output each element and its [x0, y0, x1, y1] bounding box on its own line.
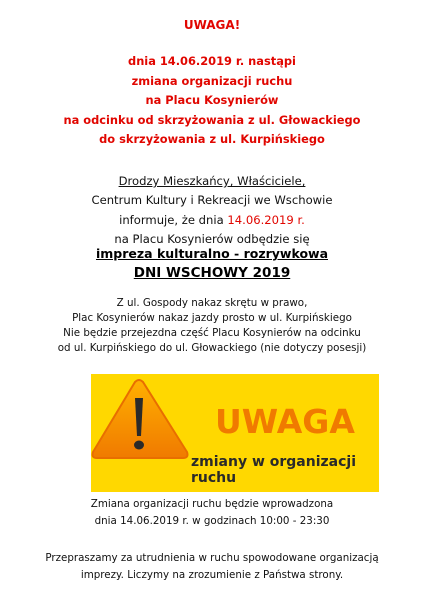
notice-title: UWAGA! — [183, 18, 241, 32]
notice-headline — [0, 52, 424, 150]
headline-line: zmiana organizacji ruchu — [131, 73, 293, 88]
intro-announcement — [0, 211, 424, 230]
intro-date: 14.06.2019 r. — [227, 212, 305, 227]
headline-line: do skrzyżowania z ul. Kurpińskiego — [99, 132, 325, 146]
change-line: Plac Kosynierów nakaz jazdy prosto w ul. Kurpińskiego — [72, 312, 352, 324]
headline-line: na odcinku od skrzyżowania z ul. Głowackiego — [63, 112, 361, 127]
headline-line: dnia 14.06.2019 r. nastąpi — [128, 54, 296, 68]
intro-organizer: Centrum Kultury i Rekreacji we Wschowie — [91, 193, 333, 208]
schedule-line: dnia 14.06.2019 r. w godzinach 10:00 - 23:30 — [94, 515, 330, 527]
banner-headline: UWAGA — [215, 402, 355, 441]
intro-announcement-text: informuje, że dnia — [119, 212, 228, 227]
event-title: DNI WSCHOWY 2019 — [133, 265, 291, 281]
apology-line: Przepraszamy za utrudnienia w ruchu spowodowane organizacją — [45, 552, 379, 564]
apology-line: imprezy. Liczymy na zrozumienie z Państwa strony. — [80, 569, 344, 581]
event-name: impreza kulturalno - rozrywkowa — [95, 246, 329, 261]
change-line: od ul. Kurpińskiego do ul. Głowackiego (nie dotyczy posesji) — [57, 342, 367, 354]
schedule-info — [0, 496, 424, 530]
change-line: Nie będzie przejezdna część Placu Kosynierów na odcinku — [63, 327, 361, 339]
schedule-line: Zmiana organizacji ruchu będzie wprowadzona — [90, 498, 334, 510]
change-line: Z ul. Gospody nakaz skrętu w prawo, — [116, 297, 308, 309]
intro-greeting: Drodzy Mieszkańcy, Właściciele, — [118, 174, 306, 188]
intro-paragraph — [0, 172, 424, 250]
banner-subtitle: zmiany w organizacji ruchu — [191, 454, 357, 486]
intro-location: na Placu Kosynierów odbędzie się — [114, 232, 310, 247]
traffic-changes — [0, 296, 424, 356]
apology-note — [0, 550, 424, 584]
warning-banner — [91, 374, 379, 492]
headline-line: na Placu Kosynierów — [145, 93, 279, 107]
